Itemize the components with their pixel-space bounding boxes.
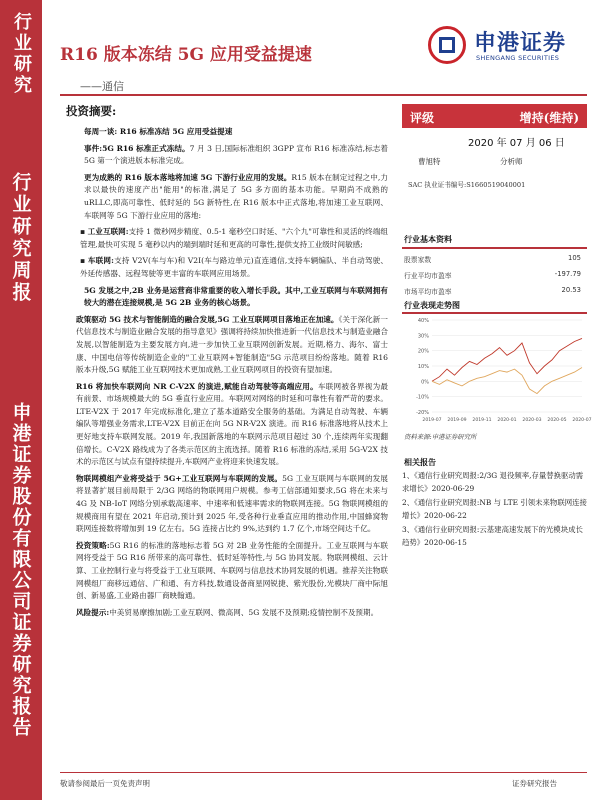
basics-row: 行业平均市盈率 -197.79 [404, 270, 581, 280]
logo-cn-text: 申港证券 [474, 30, 567, 56]
abstract-body [76, 126, 388, 623]
abstract-module: 物联网模组产业将受益于 5G+工业互联网与车联网的发展。5G 工业互联网与车联网的发展将显著扩展目前局限于 2/3G 网络的物联网用户规模。参考工信部通知要求,5G 将在未来与 4G 及 NB-IoT 网络分别承载高速率、中速率和低速率需求的物联网连接。5G 物联网模组的规模商用有望在 2021 年启动,预计到 2025 年,受各种行业垂直应用的推动作用,中国蜂窝物联网连接数将增加到 19 亿左右。5G 连接占比约 9%,达到约 1.7 亿个,市场空间达千亿。 [76, 473, 388, 534]
page-title: R16 版本冻结 5G 应用受益提速 [60, 45, 312, 65]
sidebar-mid-label: 行业研究周报 [9, 172, 32, 304]
chart-x-tick: 2020-07 [572, 418, 592, 423]
chart-y-tick: 20% [417, 348, 429, 355]
abstract-heading: 投资摘要: [66, 104, 117, 118]
sidebar-top-label: 行业研究 [11, 12, 32, 96]
performance-chart [402, 312, 592, 427]
report-date: 2020 年 07 月 06 日 [468, 138, 565, 149]
chart-series-line [432, 338, 582, 381]
footer-label: 证券研究报告 [512, 779, 557, 788]
abstract-bullet-v2x: ▪ 车联网:支持 V2V(车与车)和 V2I(车与路边单元)直连通信,支持车辆编队、半自动驾驶、外延传感器、远程驾驶等更丰富的车联网应用场景。 [80, 256, 388, 278]
analyst-role: 分析师 [500, 157, 523, 166]
chart-heading: 行业表现走势图 [404, 300, 460, 310]
chart-x-tick: 2020-01 [497, 418, 517, 423]
basics-heading: 行业基本资料 [404, 234, 452, 244]
chart-x-tick: 2020-05 [547, 418, 567, 423]
chart-x-tick: 2020-03 [522, 418, 542, 423]
footer-disclaimer: 敬请参阅最后一页免责声明 [60, 779, 150, 788]
chart-y-tick: 0% [421, 379, 429, 386]
rating-bar [402, 104, 587, 128]
report-item[interactable]: 3、《通信行业研究周报:云基建高速发展下的光模块成长趋势》2020-06-15 [402, 525, 583, 547]
sidebar-company-label: 申港证券股份有限公司证券研究报告 [9, 402, 32, 738]
basics-row: 市场平均市盈率 20.53 [404, 286, 581, 296]
chart-source: 资料来源:申港证券研究所 [404, 433, 477, 441]
related-reports [402, 470, 587, 552]
chart-x-tick: 2019-09 [447, 418, 467, 423]
abstract-r16: 更为成熟的 R16 版本落地将加速 5G 下游行业应用的发展。R15 版本在制定过程之中,力求以最快的速度产出"能用"的标准,满足了 5G 多方面的基本功能。早期尚不成熟的 uRLLC,即高可靠性、低时延的 5G 新特性,在 R16 版本中正式落地,将加速工业互联网、车联网等 5G 下游行业应用的落地: [84, 172, 388, 220]
abstract-v2x: R16 将加快车联网向 NR C-V2X 的演进,赋能自动驾驶等高端应用。车联网被各界视为最有前景、市场规模最大的 5G 垂直行业应用。车联网对网络的时延和可靠性有着严苛的要求。LTE-V2X 于 2017 年完成标准化,建立了基本道路安全服务的基础。为满足自动驾驶、车辆编队等增强业务需求,LTE-V2X 目前正在向 5G NR-V2X 演进。而 R16 标准落地将从技术上更好地支持车联网发展。2019 年,我国新落地的车联网示范项目超过 30 个,连续两年实现翻倍增长。C-V2X 路线成为了各类示范区的主流选择。随着 R16 标准的冻结,采用 5G-V2X 技术的示范区与试点有望持续提升,车联网产业将迎来快速发展。 [76, 381, 389, 467]
abstract-risk: 风险提示:中美贸易摩擦加剧;工业互联网、微高网、5G 发展不及预期;疫情控制不及预期。 [76, 607, 379, 617]
header-divider [60, 94, 587, 96]
abstract-event: 事件:5G R16 标准正式冻结。7 月 3 日,国际标准组织 3GPP 宣布 R16 标准冻结,标志着 5G 第一个演进版本标准完成。 [84, 143, 388, 166]
abstract-2b: 5G 发展之中,2B 业务是运营商非常重要的收入增长手段。其中,工业互联网与车联网拥有较大的潜在连接规模,是 5G 2B 业务的核心场景。 [84, 285, 388, 308]
abstract-weekly-topic: 每周一谈: R16 标准冻结 5G 应用受益提速 [84, 127, 233, 136]
logo-mark-icon [428, 26, 466, 64]
basics-row: 股票家数 105 [404, 254, 581, 264]
left-sidebar [0, 0, 42, 800]
report-item[interactable]: 2、《通信行业研究周报:NB 与 LTE 引领未来物联网连接增长》2020-06-22 [402, 498, 587, 520]
reports-heading: 相关报告 [404, 457, 436, 467]
footer-divider [60, 772, 587, 773]
chart-y-tick: 30% [417, 333, 429, 340]
logo-en-text: SHENGANG SECURITIES [476, 54, 560, 62]
chart-y-tick: 10% [417, 364, 429, 370]
chart-x-tick: 2019-11 [472, 418, 492, 423]
company-logo [428, 24, 578, 72]
chart-x-tick: 2019-07 [422, 418, 442, 423]
analyst-sac: SAC 执业证书编号:S1660519040001 [408, 181, 526, 189]
chart-y-tick: 40% [417, 318, 429, 324]
report-item[interactable]: 1、《通信行业研究周报:2/3G 退役频率,存量替换驱动需求增长》2020-06-29 [402, 471, 584, 493]
chart-y-tick: -20% [416, 410, 429, 416]
abstract-policy: 政策驱动 5G 技术与智能制造的融合发展,5G 工业互联网项目落地正在加速。《关于深化新一代信息技术与制造业融合发展的指导意见》强调将持续加快推进新一代信息技术与制造业融合发展,以智能制造为主要发展方向,进一步加快工业互联网创新发展。近期,格力、海尔、富士康、中国电信等传统制造企业的"工业互联网+智能制造"5G 示范项目纷纷落地。随着 R16 版本升级,5G 赋能工业互联网技术更加成熟,工业互联网项目的投资有望加速。 [76, 314, 388, 375]
abstract-strategy: 投资策略:5G R16 的标准的落地标志着 5G 对 2B 业务性能的全面提升。工业互联网与车联网将受益于 5G R16 所带来的高可靠性、低时延等特性,与 5G 协同发展。物联网模组、云计算、工业控制行业与将受益于工业互联网、车联网与信息技术协同发展的机遇。推荐关注物联网模组厂商移远通信、广和通、有方科技,数通设备商星网锐捷、紫光股份,光模块厂商中际旭创、新易盛,工业路由器厂商映翰通。 [76, 540, 388, 601]
chart-y-tick: -10% [416, 394, 429, 401]
analyst-name: 曹旭特 [418, 157, 441, 166]
rating-value: 增持(维持) [519, 111, 579, 125]
basics-divider [402, 247, 587, 249]
page-subtitle: ——通信 [80, 80, 124, 93]
chart-series-line [432, 368, 582, 394]
rating-label: 评级 [410, 111, 435, 125]
abstract-bullet-industrial: ▪ 工业互联网:支持 1 微秒网步精度、0.5-1 毫秒空口时延、"六个九"可靠性和灵活的终端组管理,最快可实现 5 毫秒以内的端到端时延和更高的可靠性,提供支持工业级时间敏感; [80, 227, 388, 249]
